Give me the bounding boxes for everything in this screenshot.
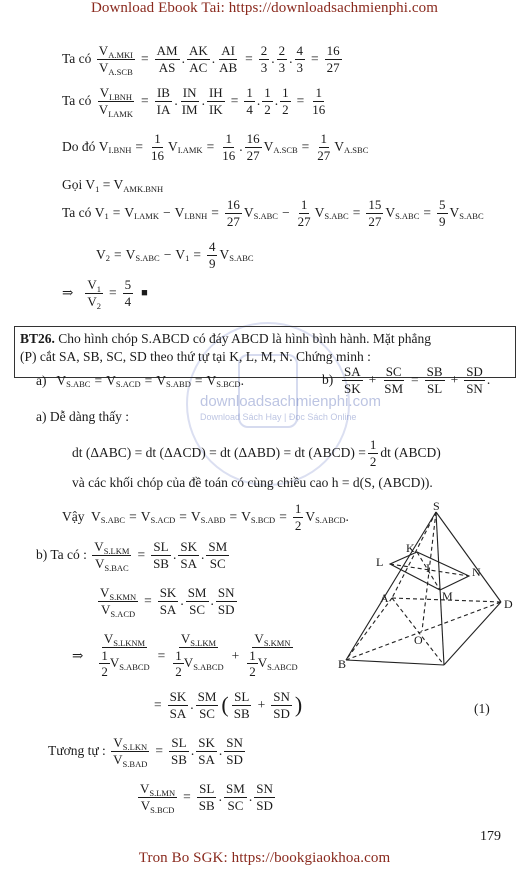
solution-a-text: a) Dễ dàng thấy : [36,409,129,424]
label-m: M [442,589,453,603]
label-i: I [426,561,430,575]
goi-label: Gọi [62,177,83,192]
equation-ratio-amki: Ta có $\frac{V_{A.MKI}}{V_{A.SCB}}$ = $\frac{AM}{AS}$ . $\frac{AK}{AC}$ . $\frac{AI}{AB}$ = $\frac{2}{3}$ . $\frac{2}{3}$ . $\frac{4}{3}$ = $\frac{16}{27}$ [62,43,340,77]
edge-ab [346,598,392,660]
footer-link[interactable]: Tron Bo SGK: https://bookgiaokhoa.com [138,850,391,866]
ta-co-label: Ta có [62,205,92,221]
part-a-label: a) [36,373,47,388]
equation-v1: Ta có V 1 = V I.AMK − V I.BNH = $\frac{16}{27}$ V S.ABC − $\frac{1}{27}$ V S.ABC = $\frac{15}{27}$ V S.ABC = $\frac{5}{9}$ V S.ABC [62,197,484,229]
label-k: K [406,541,415,555]
exercise-label: BT26. [20,331,55,346]
qed-mark: ■ [141,286,148,299]
watermark-tagline: Download Sách Hay | Đọc Sách Online [200,412,357,422]
diag-bd [346,602,501,660]
eq-one-label: (1) [474,701,490,716]
equation-slknm: ⇒ $V_{S.LKNM}$ $\frac{1}{2}$ $V_{S.ABCD}$ = $V_{S.LKM}$ $\frac{1}{2}$ $V_{S.ABCD}$ + $V_{S.KMN}$ $\frac{1}{2}$ $V_{S.ABCD}$ [72,631,298,680]
header-download-link[interactable]: Download Ebook Tai: https://downloadsachmienphi.com [90,0,439,16]
label-b: B [338,657,347,670]
equation-slmn: $\frac{V_{S.LMN}}{V_{S.BCD}}$ = $\frac{SL}{SB}$ . $\frac{SM}{SC}$ . $\frac{SN}{SD}$ [140,781,273,815]
equation-number-1 [474,702,490,716]
label-a: A [380,591,389,605]
equation-slkn: Tương tự : $\frac{V_{S.LKN}}{V_{S.BAD}}$ = $\frac{SL}{SB}$ . $\frac{SK}{SA}$ . $\frac{SN}{SD}$ [48,735,243,769]
edge-cd [444,602,501,665]
solution-b-label: b) Ta có : [36,547,87,563]
tuong-tu-label: Tương tự : [48,743,106,759]
equation-factored: = $\frac{SK}{SA}$ . $\frac{SM}{SC}$ ( $\frac{SL}{SB}$ + $\frac{SN}{SD}$ ) [154,689,303,721]
ta-co-label: Ta có [62,93,92,109]
equation-dt: dt (ΔABC) = dt (ΔACD) = dt (ΔABD) = dt (ABCD) = $\frac{1}{2}$ dt (ABCD) [72,437,441,469]
exercise-statement-line1 [20,332,431,346]
do-do-label: Do đó [62,139,96,155]
cone-line-text: và các khối chóp của đề toán có cùng chiều cao h = d(S, (ABCD)). [72,475,433,490]
equation-v2: V 2 = V S.ABC − V 1 = $\frac{4}{9}$ V S.ABC [96,239,254,271]
ta-co-label: Ta có [62,51,92,67]
dt-line-text: dt (ΔABC) = dt (ΔACD) = dt (ΔABD) = dt (ABCD) = [72,445,366,461]
equation-ratio-v1-v2: ⇒ $\frac{V_1}{V_2}$ = $\frac{5}{4}$ ■ [62,277,148,311]
equation-vay: Vậy V S.ABC = V S.ACD = V S.ABD = V S.BCD = $\frac{1}{2}$ V S.ABCD . [62,501,349,533]
pyramid-figure [336,500,521,670]
equation-do-do: Do đó V I.BNH = $\frac{1}{16}$ V I.AMK = $\frac{1}{16}$ . $\frac{16}{27}$ V A.SCB = $\frac{1}{27}$ V A.SBC [62,131,369,163]
watermark-site: downloadsachmienphi.com [200,393,381,410]
exercise-text-1: Cho hình chóp S.ABCD có đáy ABCD là hình bình hành. Mặt phẳng [58,331,431,346]
page-number: 179 [480,829,501,844]
vay-label: Vậy [62,509,85,525]
equation-skmn: $\frac{V_{S.KMN}}{V_{S.ACD}}$ = $\frac{SK}{SA}$ . $\frac{SM}{SC}$ . $\frac{SN}{SD}$ [100,585,235,619]
define-v1: Gọi $V_1 = V_{AMK.BNH}$ [62,177,164,194]
equation-ratio-ibnh: Ta có $\frac{V_{I.BNH}}{V_{I.AMK}}$ = $\frac{IB}{IA}$ . $\frac{IN}{IM}$ . $\frac{IH}{IK}$ = $\frac{1}{4}$ . $\frac{1}{2}$ . $\frac{1}{2}$ = $\frac{1}{16}$ [62,85,326,119]
part-b-label: b) [322,372,334,388]
equation-slkm: b) Ta có : $\frac{V_{S.LKM}}{V_{S.BAC}}$ = $\frac{SL}{SB}$ . $\frac{SK}{SA}$ . $\frac{SM}{SC}$ [36,539,228,573]
exercise-part-b: b) $\frac{SA}{SK}$ + $\frac{SC}{SM}$ = $\frac{SB}{SL}$ + $\frac{SD}{SN}$ . [322,364,491,396]
solution-a-intro [36,410,129,424]
label-n: N [472,565,481,579]
dt-tail-text: dt (ABCD) [380,445,441,461]
exercise-statement-line2 [20,350,371,364]
exercise-text-2: (P) cắt SA, SB, SC, SD theo thứ tự tại K, L, M, N. Chứng minh : [20,349,371,364]
label-s: S [433,500,440,513]
label-d: D [504,597,513,611]
label-l: L [376,555,384,569]
exercise-part-a: a) V S.ABC = V S.ACD = V S.ABD = V S.BCD . [36,373,244,389]
label-o: O [414,633,423,647]
edge-bc [346,660,444,665]
diag-ac [392,598,444,665]
cone-height-line [72,476,433,490]
